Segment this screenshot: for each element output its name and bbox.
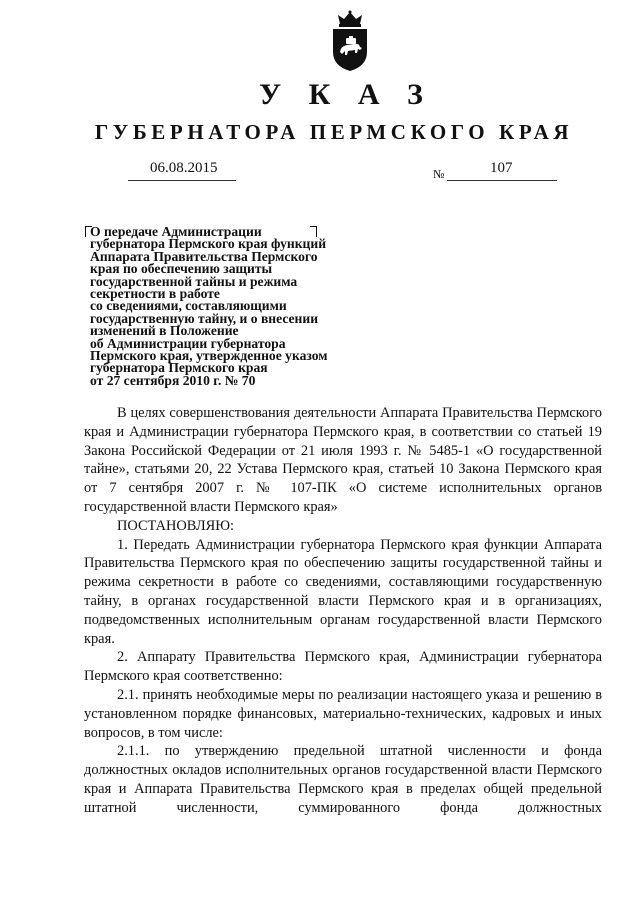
subject-line: от 27 сентября 2010 г. № 70	[90, 372, 256, 388]
decree-body	[84, 404, 602, 818]
document-subtitle: ГУБЕРНАТОРА ПЕРМСКОГО КРАЯ	[94, 120, 574, 144]
subject-line: Аппарата Правительства Пермского	[90, 248, 318, 264]
subject-line: об Администрации губернатора	[90, 335, 286, 351]
subject-line: государственной тайны и режима	[90, 273, 298, 289]
coat-of-arms-emblem	[329, 10, 371, 72]
number-underline	[447, 180, 557, 181]
subject-line: со сведениями, составляющими	[90, 298, 287, 314]
subject-line: О передаче Администрации	[90, 224, 262, 239]
clause-2: 2. Аппарату Правительства Пермского края, Администрации губернатора Пермского края соответственно:	[84, 649, 602, 685]
date-underline	[128, 180, 236, 181]
subject-line: государственную тайну, и о внесении	[90, 310, 319, 326]
document-title: У К А З	[259, 78, 433, 111]
clause-2-1: 2.1. принять необходимые меры по реализации настоящего указа и решению в установленном порядке финансовых, материально-технических, кадровых и иных вопросов, в том числе:	[84, 686, 602, 741]
subject-line: изменений в Положение	[90, 323, 239, 339]
decree-date: 06.08.2015	[150, 160, 218, 176]
decree-keyword: ПОСТАНОВЛЯЮ:	[117, 517, 235, 534]
clause-1: 1. Передать Администрации губернатора Пермского края функции Аппарата Правительства Пермского края по обеспечению защиты государственной тайны и режима секретности в работе со сведениями, составляющими государственную тайну, в органах государственной власти Пермского края и в организациях, подведомственных исполнительным органам государственной власти Пермского края.	[84, 536, 602, 647]
number-sign: №	[433, 167, 445, 181]
subject-line: края по обеспечению защиты	[90, 261, 273, 277]
decree-subject	[90, 226, 365, 387]
subject-line: губернатора Пермского края	[90, 360, 268, 376]
clause-2-1-1: 2.1.1. по утверждению предельной штатной численности и фонда должностных окладов исполнительных органов государственной власти Пермского края и Аппарата Правительства Пермского края в пределах общей предельной штатной численности, суммированного фонда должностных	[84, 743, 602, 816]
preamble-paragraph: В целях совершенствования деятельности Аппарата Правительства Пермского края и Администрации губернатора Пермского края, в соответствии со статьей 19 Закона Российской Федерации от 21 июля 1993 г. № 5485-1 «О государственной тайне», статьями 20, 22 Устава Пермского края, статьей 10 Закона Пермского края от 7 сентября 2007 г. № 107-ПК «О системе исполнительных органов государственной власти Пермского края»	[84, 405, 602, 515]
subject-line: секретности в работе	[90, 286, 220, 302]
decree-number: 107	[490, 160, 513, 176]
subject-line: губернатора Пермского края функций	[90, 236, 327, 252]
subject-line: Пермского края, утвержденное указом	[90, 348, 328, 364]
